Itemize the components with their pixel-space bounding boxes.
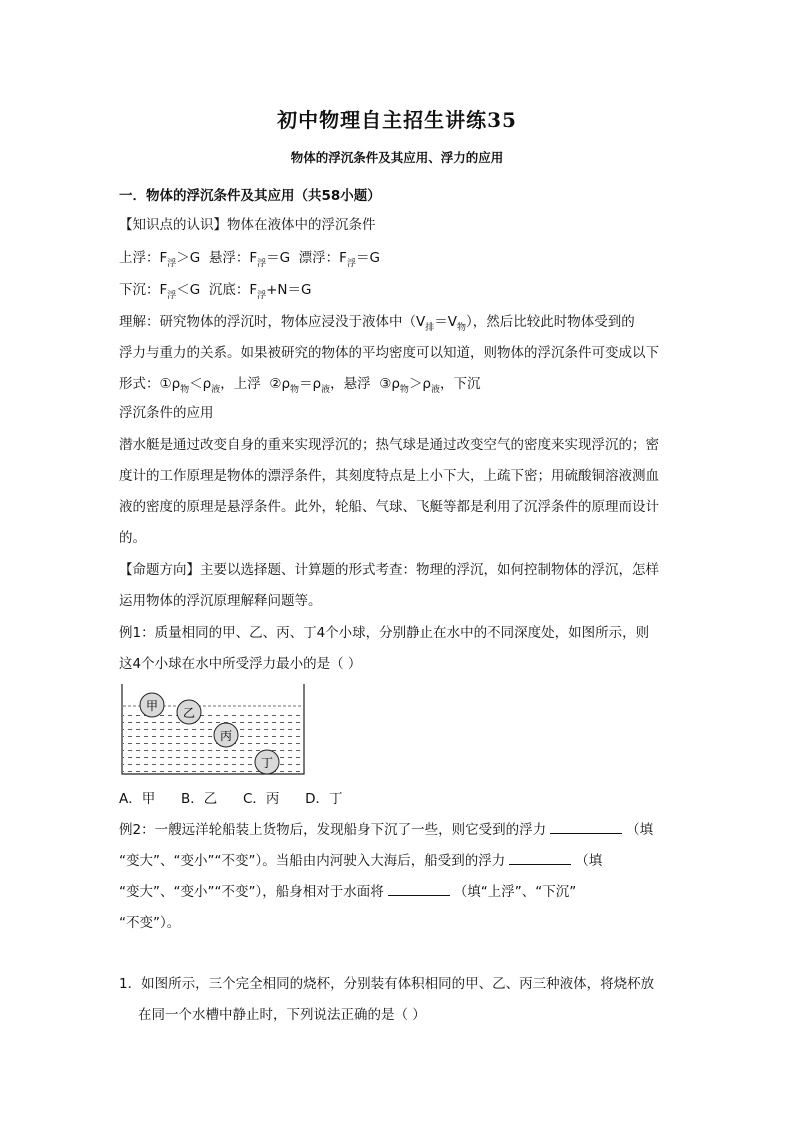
apply-title: 浮沉条件的应用: [119, 405, 214, 421]
example2-line-3: [119, 883, 576, 901]
subscript: 物: [180, 385, 190, 395]
text-segment: ，上浮 ②ρ: [220, 376, 291, 392]
apply-line-4: 的。: [119, 530, 146, 546]
ball-ding: [255, 750, 279, 774]
subscript: 液: [431, 385, 441, 395]
section-heading: 一．物体的浮沉条件及其应用（共58小题）: [119, 188, 381, 204]
text-segment: （填: [575, 853, 603, 869]
knowledge-text: 物体在液体中的浮沉条件: [227, 217, 376, 233]
text-segment: ＝G: [266, 250, 291, 266]
page-subtitle: 物体的浮沉条件及其应用、浮力的应用: [290, 150, 504, 165]
text-segment: ＝G: [355, 250, 380, 266]
example2-line-2: [119, 852, 602, 870]
knowledge-label: 【知识点的认识】: [119, 217, 227, 233]
subscript: 浮: [257, 259, 267, 269]
direction-line-2: 运用物体的浮沉原理解释问题等。: [119, 593, 322, 609]
subscript: 浮: [257, 291, 267, 301]
ball-label-ding: 丁: [260, 756, 274, 770]
text-segment: ＝ρ: [299, 376, 322, 392]
subscript: 物: [399, 385, 409, 395]
ball-yi: [177, 700, 201, 724]
apply-line-1: 潜水艇是通过改变自身的重来实现浮沉的；热气球是通过改变空气的密度来实现浮沉的；密: [119, 437, 659, 453]
knowledge-intro: [119, 216, 376, 234]
balls-in-water-figure: [120, 684, 306, 778]
example1-options: A．甲 B．乙 C．丙 D．丁: [119, 791, 343, 807]
subscript: 浮: [167, 259, 177, 269]
float-condition-row-2: [119, 281, 312, 301]
subscript: 浮: [346, 259, 356, 269]
text-segment: 漂浮：F: [290, 250, 347, 266]
text-segment: ＜G: [176, 282, 201, 298]
ball-label-yi: 乙: [182, 706, 196, 720]
ball-label-jia: 甲: [145, 699, 159, 713]
text-segment: ＝V: [434, 314, 458, 330]
direction-text: 主要以选择题、计算题的形式考查：物理的浮沉，如何控制物体的浮沉，怎样: [200, 562, 659, 578]
example2-line-4: “不变”）。: [119, 915, 181, 931]
apply-line-3: 液的密度的原理是悬浮条件。此外，轮船、气球、飞艇等都是利用了沉浮条件的原理而设计: [119, 499, 659, 515]
answer-blank-2[interactable]: [509, 852, 571, 865]
water-container-svg: [120, 684, 306, 778]
subscript: 液: [211, 385, 221, 395]
float-condition-row-1: [119, 249, 380, 269]
question1-line-1: 1．如图所示，三个完全相同的烧杯，分别装有体积相同的甲、乙、丙三种液体，将烧杯放: [119, 976, 655, 992]
text-segment: 例2：一艘远洋轮船装上货物后，发现船身下沉了一些，则它受到的浮力: [119, 822, 547, 838]
text-segment: ，下沉: [440, 376, 481, 392]
understand-line-2: 浮力与重力的关系。如果被研究的物体的平均密度可以知道，则物体的浮沉条件可变成以下: [119, 345, 659, 361]
text-segment: “变大”、“变小”“不变”），船身相对于水面将: [119, 884, 384, 900]
text-segment: ＞G: [176, 250, 201, 266]
text-segment: ），然后比较此时物体受到的: [466, 314, 635, 330]
subscript: 浮: [167, 291, 177, 301]
example2-line-1: [119, 821, 653, 839]
subscript: 物: [457, 323, 467, 333]
density-form-line: [119, 375, 481, 395]
subscript: 物: [290, 385, 300, 395]
subscript: 排: [425, 323, 435, 333]
question1-line-2: 在同一个水槽中静止时，下列说法正确的是（ ）: [138, 1007, 426, 1023]
ball-bing: [214, 723, 238, 747]
direction-label: 【命题方向】: [119, 562, 200, 578]
example1-line-1: 例1：质量相同的甲、乙、丙、丁4个小球，分别静止在水中的不同深度处，如图所示，则: [119, 625, 650, 641]
direction-line-1: [119, 561, 659, 579]
text-segment: （填“上浮”、“下沉”: [453, 884, 577, 900]
text-segment: 沉底：F: [200, 282, 258, 298]
subscript: 液: [321, 385, 331, 395]
text-segment: ＜ρ: [189, 376, 212, 392]
answer-blank-1[interactable]: [550, 821, 622, 834]
text-segment: +N＝G: [266, 282, 312, 298]
text-segment: ＞ρ: [408, 376, 432, 392]
text-segment: 上浮：F: [119, 250, 168, 266]
ball-label-bing: 丙: [219, 729, 233, 743]
understand-line-1: [119, 313, 635, 333]
text-segment: 形式：①ρ: [119, 376, 181, 392]
example1-line-2: 这4个小球在水中所受浮力最小的是（ ）: [119, 656, 362, 672]
text-segment: “变大”、“变小”“不变”）。当船由内河驶入大海后，船受到的浮力: [119, 853, 506, 869]
text-segment: （填: [626, 822, 654, 838]
answer-blank-3[interactable]: [388, 883, 450, 896]
ball-jia: [140, 693, 164, 717]
text-segment: 悬浮：F: [200, 250, 258, 266]
text-segment: 下沉：F: [119, 282, 168, 298]
apply-line-2: 度计的工作原理是物体的漂浮条件，其刻度特点是上小下大，上疏下密；用硫酸铜溶液测血: [119, 468, 659, 484]
page-title: 初中物理自主招生讲练35: [277, 108, 517, 132]
text-segment: 理解：研究物体的浮沉时，物体应浸没于液体中（V: [119, 314, 426, 330]
text-segment: ，悬浮 ③ρ: [330, 376, 400, 392]
